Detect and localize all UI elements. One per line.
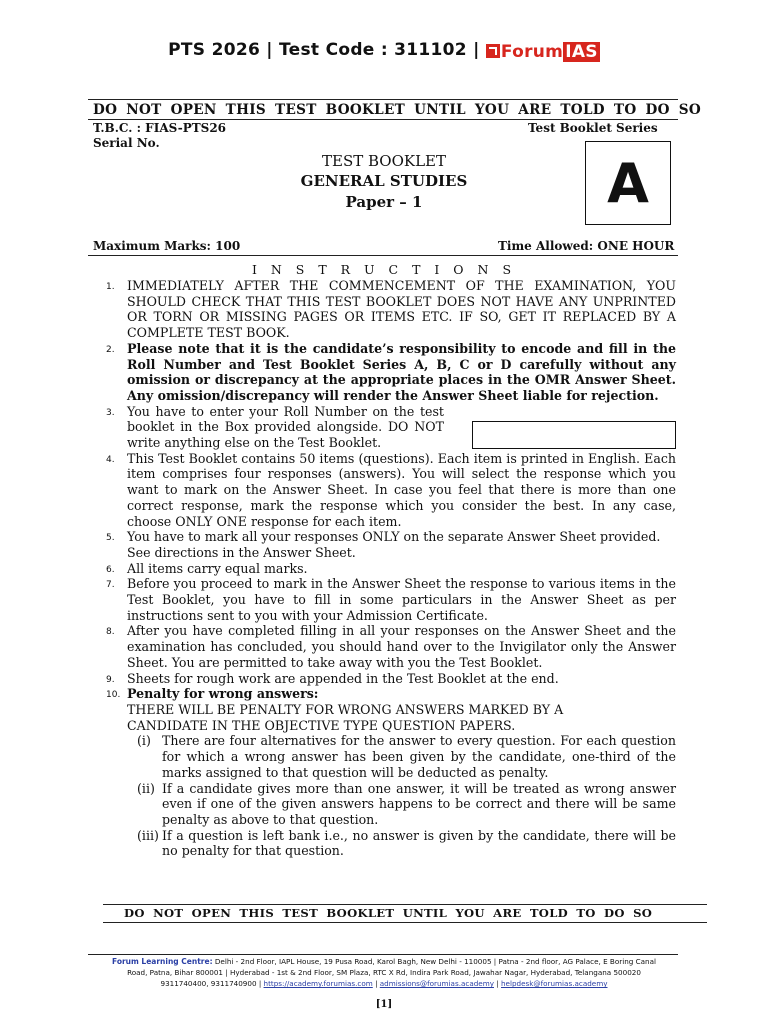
instruction-item: 6. All items carry equal marks.: [106, 560, 308, 576]
footer-address-line1: Delhi - 2nd Floor, IAPL House, 19 Pusa Road, Karol Bagh, New Delhi - 110005 | Patna - 2nd floor, AG Palace, E Boring Canal: [214, 957, 656, 966]
page-header: [0, 40, 768, 62]
logo-forum-text: Forum: [500, 42, 564, 62]
footer-address-line2: Road, Patna, Bihar 800001 | Hyderabad - 1st & 2nd Floor, SM Plaza, RTC X Rd, Indira Park Road, Jawahar Nagar, Hyderabad, Telangana 500020: [127, 968, 641, 977]
penalty-sublist: [94, 733, 676, 859]
footer-helpdesk-link[interactable]: helpdesk@forumias.academy: [501, 979, 608, 988]
serial-no: Serial No.: [93, 136, 160, 150]
penalty-sub-item: (i) There are four alternatives for the answer to every question. For each question for which a wrong answer has been given by the candidate, one-third of the marks assigned to that question will be deducted as penalty.: [137, 733, 676, 780]
booklet-line1: TEST BOOKLET: [321, 152, 447, 170]
footer: Forum Learning Centre: Delhi - 2nd Floor, IAPL House, 19 Pusa Road, Karol Bagh, New Delhi - 110005 | Patna - 2nd floor, AG Palace, E Boring Canal Road, Patna, Bihar 800001 | Hyderabad - 1st & 2nd Floor, SM Plaza, RTC X Rd, Indira Park Road, Jawahar Nagar, Hyderabad, Telangana 500020 9311740400, 9311740900 | https://academy.forumias.com | admissions@forumias.academy | helpdesk@forumias.academy: [84, 956, 684, 989]
instruction-item: 10. Penalty for wrong answers: THERE WILL BE PENALTY FOR WRONG ANSWERS MARKED BY A CANDIDATE IN THE OBJECTIVE TYPE QUESTION PAPERS.: [106, 686, 564, 733]
instruction-item: 4. This Test Booklet contains 50 items (questions). Each item is printed in English. Each item comprises four responses (answers). You will select the response which you want to mark on the Answer Sheet. In case you feel that there is more than one correct response, mark the response which you consider the best. In any case, choose ONLY ONE response for each item.: [106, 450, 676, 529]
top-rule: [88, 99, 678, 100]
instruction-item: 7. Before you proceed to mark in the Answer Sheet the response to various items in the Test Booklet, you have to fill in some particulars in the Answer Sheet as per instructions sent to you with your Admission Certificate.: [106, 576, 676, 623]
marks-rule: [88, 255, 678, 256]
warning-top: DO NOT OPEN THIS TEST BOOKLET UNTIL YOU ARE TOLD TO DO SO: [93, 102, 702, 118]
footer-website-link[interactable]: https://academy.forumias.com: [263, 979, 373, 988]
booklet-title: [270, 152, 498, 211]
footer-admissions-link[interactable]: admissions@forumias.academy: [379, 979, 494, 988]
max-marks: Maximum Marks: 100: [93, 239, 241, 253]
instructions-list: [94, 278, 676, 859]
series-letter-box: A: [585, 141, 671, 225]
forumias-arrow-icon: [486, 44, 500, 58]
bottom-warning-rule-top: [103, 904, 707, 905]
footer-flc-label: Forum Learning Centre:: [112, 957, 213, 966]
booklet-paper: Paper – 1: [345, 193, 423, 211]
instruction-item: 5. You have to mark all your responses ONLY on the separate Answer Sheet provided. See directions in the Answer Sheet.: [106, 529, 661, 560]
header-title: PTS 2026 | Test Code : 311102 |: [168, 40, 480, 60]
page-number: [1]: [375, 999, 393, 1010]
penalty-sub-item: (iii) If a question is left bank i.e., no answer is given by the candidate, there will be no penalty for that question.: [137, 827, 676, 859]
bottom-warning-rule: [103, 922, 707, 923]
roll-number-box[interactable]: [472, 421, 676, 449]
instructions-title: I N S T R U C T I O N S: [251, 262, 517, 277]
instruction-item: 2. Please note that it is the candidate’s responsibility to encode and fill in the Roll Number and Test Booklet Series A, B, C or D carefully without any omission or discrepancy at the appropriate places in the OMR Answer Sheet. Any omission/discrepancy will render the Answer Sheet liable for rejection.: [106, 340, 676, 403]
footer-rule: [88, 954, 678, 955]
warning-bottom: DO NOT OPEN THIS TEST BOOKLET UNTIL YOU ARE TOLD TO DO SO: [124, 906, 653, 920]
logo-ias-text: IAS: [565, 42, 598, 62]
time-allowed: Time Allowed: ONE HOUR: [498, 239, 675, 253]
instruction-item: 1. IMMEDIATELY AFTER THE COMMENCEMENT OF THE EXAMINATION, YOU SHOULD CHECK THAT THIS TEST BOOKLET DOES NOT HAVE ANY UNPRINTED OR TORN OR MISSING PAGES OR ITEMS ETC. IF SO, GET IT REPLACED BY A COMPLETE TEST BOOK.: [106, 278, 676, 341]
tbc-code: T.B.C. : FIAS-PTS26: [93, 121, 227, 135]
warning-rule: [88, 119, 678, 120]
footer-phones: 9311740400, 9311740900: [160, 979, 257, 988]
penalty-title: Penalty for wrong answers:: [127, 686, 319, 702]
instruction-item: 9. Sheets for rough work are appended in the Test Booklet at the end.: [106, 670, 559, 686]
instruction-item: 8. After you have completed filling in all your responses on the Answer Sheet and the examination has concluded, you should hand over to the Invigilator only the Answer Sheet. You are permitted to take away with you the Test Booklet.: [106, 623, 676, 670]
booklet-series-label: Test Booklet Series: [528, 121, 658, 135]
penalty-sub-item: (ii) If a candidate gives more than one answer, it will be treated as wrong answer even if one of the given answers happens to be correct and there will be same penalty as above to that question.: [137, 780, 676, 827]
instruction-item: 3. You have to enter your Roll Number on the test booklet in the Box provided alongside. DO NOT write anything else on the Test Booklet.: [106, 403, 444, 451]
booklet-subject: GENERAL STUDIES: [300, 172, 468, 190]
forumias-logo: [486, 42, 600, 62]
